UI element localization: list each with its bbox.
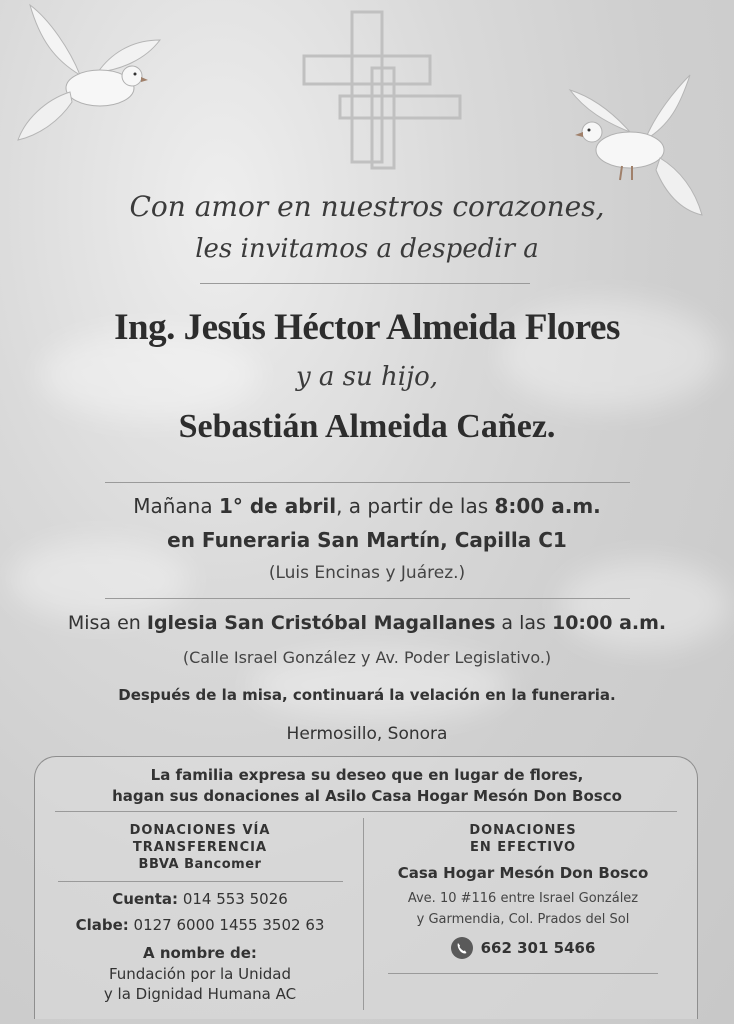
cash-title-1: DONACIONES	[469, 823, 577, 838]
mass-church: Iglesia San Cristóbal Magallanes	[146, 612, 496, 634]
deceased-connector: y a su hijo,	[295, 362, 439, 392]
viewing-time: 8:00 a.m.	[494, 494, 601, 518]
divider	[105, 482, 630, 483]
cash-org: Casa Hogar Mesón Don Bosco	[397, 864, 649, 882]
transfer-title-1: DONACIONES VÍA	[129, 823, 271, 838]
viewing-middle: , a partir de las	[336, 494, 495, 518]
phone-row	[368, 937, 678, 959]
viewing-prefix: Mañana	[133, 494, 219, 518]
viewing-place: en Funeraria San Martín, Capilla C1	[167, 528, 567, 552]
mass-time: 10:00 a.m.	[551, 612, 667, 634]
after-mass-note: Después de la misa, continuará la velación en la funeraria.	[118, 686, 616, 704]
transfer-title-2: TRANSFERENCIA	[132, 840, 268, 855]
cash-phone[interactable]: 662 301 5466	[480, 939, 596, 957]
account-value: 014 553 5026	[182, 890, 288, 908]
deceased-name-2: Sebastián Almeida Cañez.	[178, 408, 556, 445]
dove-left-icon	[10, 0, 170, 155]
viewing-line	[0, 494, 734, 518]
account-row	[40, 890, 360, 908]
divider	[55, 811, 677, 812]
intro-line-1: Con amor en nuestros corazones,	[129, 190, 605, 223]
mass-line	[0, 612, 734, 634]
deceased-name-1: Ing. Jesús Héctor Almeida Flores	[114, 307, 620, 348]
clabe-label: Clabe:	[75, 916, 129, 934]
divider	[105, 598, 630, 599]
clabe-row	[40, 916, 360, 934]
cash-address-1: Ave. 10 #116 entre Israel González	[407, 891, 639, 906]
cash-address-2: y Garmendia, Col. Prados del Sol	[416, 912, 630, 927]
phone-icon	[451, 937, 473, 959]
column-divider	[363, 818, 364, 1010]
transfer-column	[40, 822, 360, 1003]
viewing-date: 1° de abril	[218, 494, 337, 518]
holder-line-1: Fundación por la Unidad	[108, 965, 292, 983]
cross-icon	[300, 8, 470, 173]
donation-wish-prefix: hagan sus donaciones al	[112, 787, 326, 805]
divider	[200, 283, 530, 284]
city: Hermosillo, Sonora	[286, 724, 448, 744]
intro-line-2: les invitamos a despedir a	[195, 234, 539, 264]
clabe-value: 0127 6000 1455 3502 63	[133, 916, 325, 934]
cash-column	[368, 822, 678, 974]
viewing-address: (Luis Encinas y Juárez.)	[268, 563, 466, 583]
mass-address: (Calle Israel González y Av. Poder Legislativo.)	[182, 648, 552, 667]
holder-label: A nombre de:	[143, 944, 257, 962]
divider	[58, 881, 343, 882]
holder-line-2: y la Dignidad Humana AC	[103, 985, 297, 1003]
bank-name: BBVA Bancomer	[138, 857, 262, 872]
divider	[388, 973, 658, 974]
donation-wish-line-1: La familia expresa su deseo que en lugar de flores,	[150, 766, 584, 784]
donation-wish-line-2	[0, 787, 734, 805]
cash-title-2: EN EFECTIVO	[469, 840, 577, 855]
mass-prefix: Misa en	[67, 612, 147, 634]
donation-org: Asilo Casa Hogar Mesón Don Bosco	[325, 787, 622, 805]
mass-middle: a las	[495, 612, 552, 634]
account-label: Cuenta:	[112, 890, 179, 908]
